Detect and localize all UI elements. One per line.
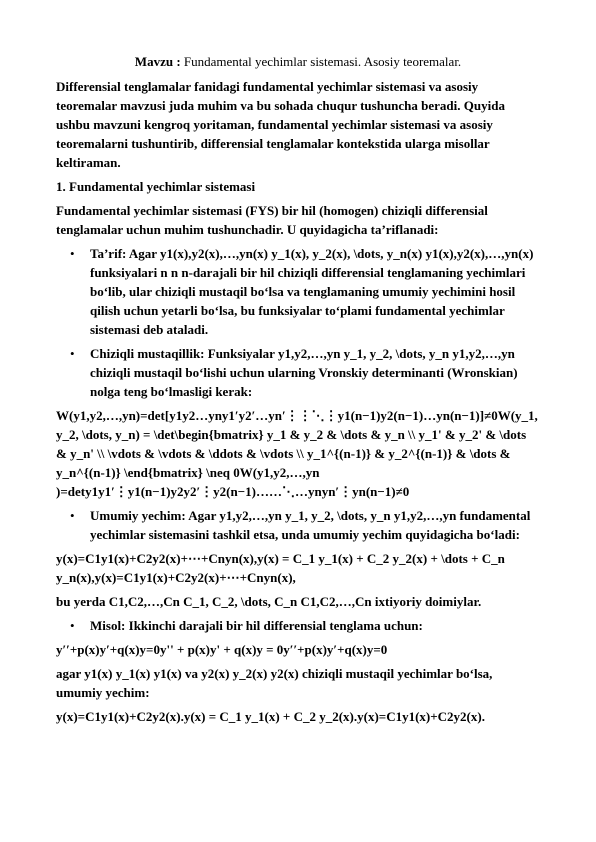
definition-list: [56, 244, 540, 401]
general-solution-formula: y(x)=C1y1(x)+C2y2(x)+⋯+Cnyn(x),y(x) = C_1 y_1(x) + C_2 y_2(x) + \dots + C_n y_n(x),y(x)=C1y1(x)+C2y2(x)+⋯+Cnyn(x),: [56, 551, 505, 585]
list-item-general-solution: • Umumiy yechim: Agar y1,y2,…,yn y_1, y_2, \dots, y_n y1,y2,…,yn fundamental yechimlar sistemasini tashkil etsa, unda umumiy yechim quyidagicha bo‘ladi:: [90, 506, 540, 544]
example-list: [56, 616, 540, 635]
section-heading: 1. Fundamental yechimlar sistemasi: [56, 179, 256, 194]
example-solution: y(x)=C1y1(x)+C2y2(x).y(x) = C_1 y_1(x) + C_2 y_2(x).y(x)=C1y1(x)+C2y2(x).: [56, 709, 485, 724]
page-title: [56, 52, 540, 71]
general-solution-list: [56, 506, 540, 544]
intro-paragraph: Differensial tenglamalar fanidagi fundamental yechimlar sistemasi va asosiy teoremalar mavzusi juda muhim va bu sohada chuqur tushuncha beradi. Quyida ushbu mavzuni kengroq yoritaman, fundamental yechimlar sistemasi va asosiy teoremalarni tushuntirib, differensial tenglamalar kontekstida ularga misollar keltiraman.: [56, 79, 505, 170]
title-text: Fundamental yechimlar sistemasi. Asosiy teoremalar.: [180, 54, 462, 69]
list-item-definition: • Ta’rif: Agar y1(x),y2(x),…,yn(x) y_1(x), y_2(x), \dots, y_n(x) y1(x),y2(x),…,yn(x) funksiyalari n n n-darajali bir hil chiziqli differensial tenglamaning yechimlari bo‘lib, ular chiziqli mustaqil bo‘lsa va tenglamaning umumiy yechimini hosil qilish uchun yetarli bo‘lsa, bu funksiyalar to‘plami fundamental yechimlar sistemasi deb ataladi.: [90, 244, 540, 339]
constants-note: bu yerda C1,C2,…,Cn C_1, C_2, \dots, C_n C1,C2,…,Cn ixtiyoriy doimiylar.: [56, 594, 482, 609]
section-paragraph: Fundamental yechimlar sistemasi (FYS) bir hil (homogen) chiziqli differensial tenglamalar uchun muhim tushunchadir. U quyidagicha ta’riflanadi:: [56, 203, 488, 237]
title-label: Mavzu :: [134, 54, 181, 69]
example-paragraph: agar y1(x) y_1(x) y1(x) va y2(x) y_2(x) y2(x) chiziqli mustaqil yechimlar bo‘lsa, umumiy yechim:: [56, 666, 493, 700]
wronskian-formula: W(y1,y2,…,yn)=det[y1y2…yny1′y2′…yn′⋮⋮⋱⋮y1(n−1)y2(n−1)…yn(n−1)]≠0W(y_1, y_2, \dots, y_n) = \det\begin{bmatrix} y_1 & y_2 & \dots & y_n \\ y_1' & y_2' & \dots & y_n' \\ \vdots & \vdots & \ddots & \vdots \\ y_1^{(n-1)} & y_2^{(n-1)} & \dots & y_n^{(n-1)} \end{bmatrix} \neq 0W(y1,y2,…,yn )=dety1y1′⋮y1(n−1)y2y2′⋮y2(n−1)……⋱…ynyn′⋮yn(n−1)≠0: [56, 408, 538, 499]
document-page: [56, 52, 540, 731]
list-item-independence: • Chiziqli mustaqillik: Funksiyalar y1,y2,…,yn y_1, y_2, \dots, y_n y1,y2,…,yn chiziqli mustaqil bo‘lishi uchun ularning Vronskiy determinanti (Wronskian) nolga teng bo‘lmasligi kerak:: [90, 344, 540, 401]
example-equation: y′′+p(x)y′+q(x)y=0y'' + p(x)y' + q(x)y = 0y′′+p(x)y′+q(x)y=0: [56, 642, 388, 657]
list-item-example: • Misol: Ikkinchi darajali bir hil differensial tenglama uchun:: [90, 616, 540, 635]
